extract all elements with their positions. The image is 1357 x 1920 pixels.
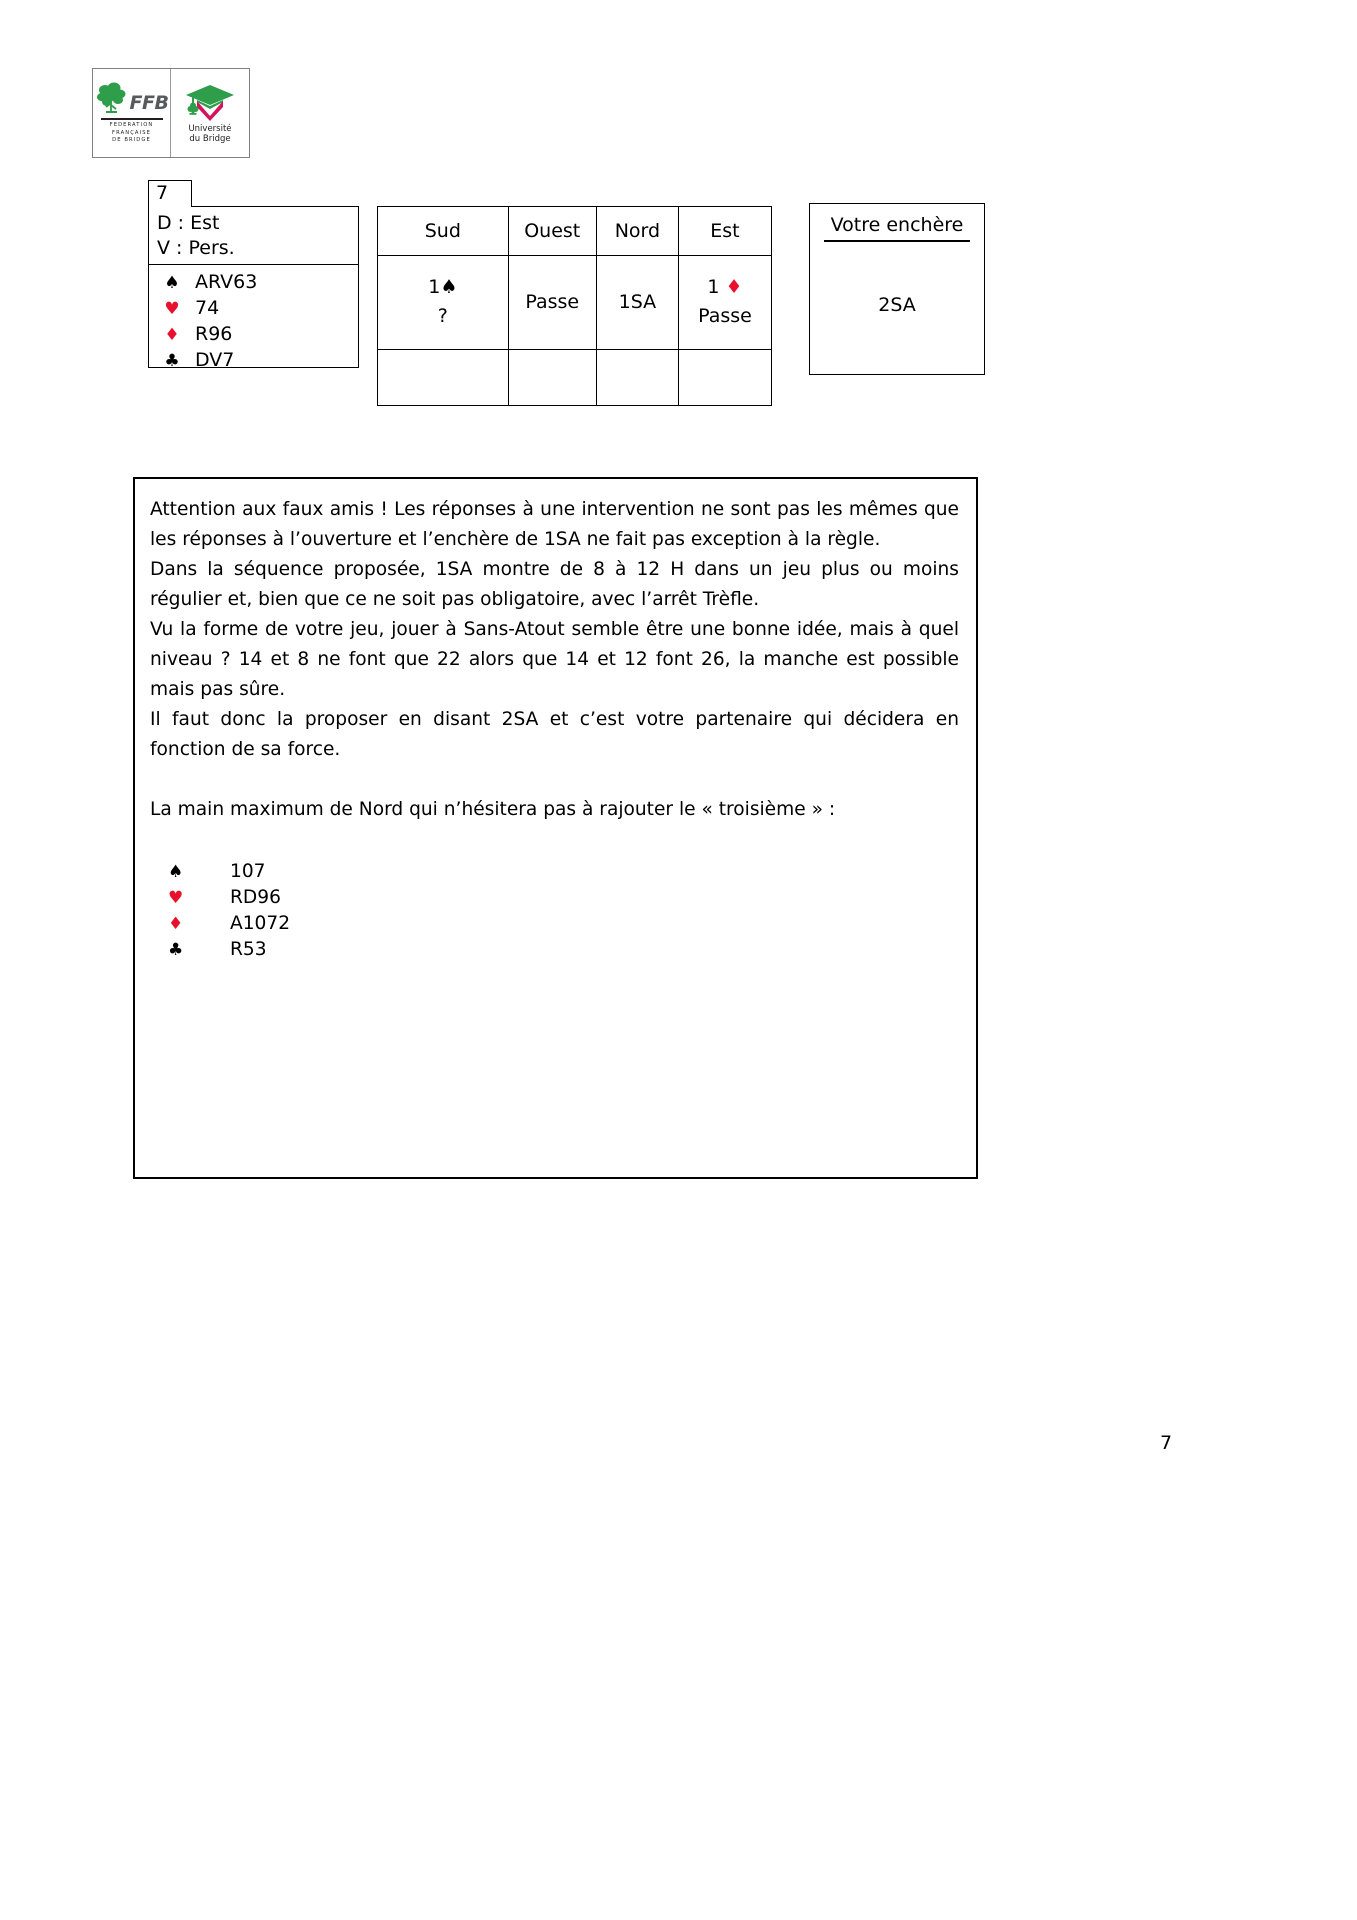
hand-row bbox=[149, 295, 358, 321]
bid-cell-ouest: Passe bbox=[508, 256, 596, 349]
spade-icon: ♠ bbox=[164, 273, 180, 293]
deal-header bbox=[149, 207, 358, 265]
ffb-subtitle-line3: DE BRIDGE bbox=[112, 137, 151, 144]
diamond-cards: R96 bbox=[195, 323, 233, 345]
explanation-paragraph-1: Attention aux faux amis ! Les réponses à une intervention ne sont pas les mêmes que les réponses à l’ouverture et l’enchère de 1SA ne fait pas exception à la règle. bbox=[150, 499, 959, 550]
hand-spacer bbox=[150, 825, 959, 855]
bid-cell-est bbox=[678, 256, 771, 349]
club-cards: DV7 bbox=[195, 349, 235, 371]
explanation-paragraph-4: Il faut donc la proposer en disant 2SA et c’est votre partenaire qui décidera en fonction de sa force. bbox=[150, 709, 959, 760]
page-number: 7 bbox=[1160, 1432, 1173, 1454]
spade-icon: ♠ bbox=[168, 862, 184, 882]
ffb-logo-top bbox=[95, 81, 169, 115]
bidding-header-est: Est bbox=[678, 207, 771, 256]
your-bid-title: Votre enchère bbox=[824, 212, 970, 242]
hand-row bbox=[150, 937, 959, 963]
hand-row bbox=[150, 911, 959, 937]
bid-cell-empty-sud bbox=[378, 349, 509, 405]
north-hand bbox=[150, 859, 959, 963]
graduation-cap-icon bbox=[183, 82, 237, 122]
bidding-row bbox=[378, 256, 772, 349]
bidding-header-sud: Sud bbox=[378, 207, 509, 256]
bid-est-first: 1 ♦ bbox=[707, 276, 743, 299]
hand-row bbox=[149, 321, 358, 347]
ffb-abbreviation: FFB bbox=[129, 92, 169, 115]
dealer-label: D : Est bbox=[157, 212, 220, 234]
universite-du-bridge-logo bbox=[171, 69, 249, 157]
universite-label-line1: Université bbox=[188, 123, 232, 134]
diamond-icon: ♦ bbox=[168, 914, 184, 934]
heart-icon: ♥ bbox=[164, 299, 180, 319]
deal-box bbox=[148, 206, 359, 371]
heart-cards: 74 bbox=[195, 297, 220, 319]
explanation-box bbox=[133, 477, 978, 1179]
bid-cell-nord: 1SA bbox=[596, 256, 678, 349]
hand-row bbox=[149, 269, 358, 295]
your-bid-value: 2SA bbox=[878, 294, 916, 316]
north-club-cards: R53 bbox=[230, 939, 267, 960]
ffb-logo bbox=[93, 69, 171, 157]
hand-row bbox=[150, 859, 959, 885]
club-icon: ♣ bbox=[168, 940, 184, 960]
your-bid-box bbox=[809, 203, 985, 375]
bid-cell-sud bbox=[378, 256, 509, 349]
bidding-header-row bbox=[378, 207, 772, 256]
hand-row bbox=[149, 347, 358, 373]
deal-number-tab: 7 bbox=[148, 180, 192, 207]
south-hand bbox=[149, 265, 358, 373]
federation-logo-block bbox=[92, 68, 250, 158]
bidding-empty-row bbox=[378, 349, 772, 405]
spade-cards: ARV63 bbox=[195, 271, 258, 293]
explanation-paragraph-3: Vu la forme de votre jeu, jouer à Sans-Atout semble être une bonne idée, mais à quel niveau ? 14 et 8 ne font que 22 alors que 14 et 12 font 26, la manche est possible mais pas sûre. bbox=[150, 619, 959, 700]
bid-sud-first: 1♠ bbox=[428, 276, 458, 299]
heart-icon: ♥ bbox=[168, 888, 184, 908]
universite-label-line2: du Bridge bbox=[189, 134, 231, 144]
bid-cell-empty-nord bbox=[596, 349, 678, 405]
paragraph-spacer bbox=[150, 765, 959, 795]
ffb-tree-icon bbox=[95, 81, 129, 115]
bid-est-second: Passe bbox=[698, 305, 752, 328]
bid-cell-empty-est bbox=[678, 349, 771, 405]
north-diamond-cards: A1072 bbox=[230, 913, 291, 934]
bidding-header-nord: Nord bbox=[596, 207, 678, 256]
north-heart-cards: RD96 bbox=[230, 887, 281, 908]
ffb-subtitle-line1: FEDERATION bbox=[109, 122, 154, 129]
ffb-subtitle-line2: FRANÇAISE bbox=[112, 129, 151, 136]
hand-row bbox=[150, 885, 959, 911]
bid-cell-empty-ouest bbox=[508, 349, 596, 405]
vulnerability-label: V : Pers. bbox=[157, 237, 235, 259]
explanation-paragraph-5: La main maximum de Nord qui n’hésitera pas à rajouter le « troisième » : bbox=[150, 799, 836, 820]
bid-sud-question: ? bbox=[437, 305, 448, 328]
bidding-header-ouest: Ouest bbox=[508, 207, 596, 256]
north-spade-cards: 107 bbox=[230, 861, 266, 882]
explanation-paragraph-2: Dans la séquence proposée, 1SA montre de 8 à 12 H dans un jeu plus ou moins régulier et, bien que ce ne soit pas obligatoire, avec l’arrêt Trèfle. bbox=[150, 559, 959, 610]
club-icon: ♣ bbox=[164, 351, 180, 371]
bidding-table bbox=[377, 206, 772, 406]
ffb-divider-rule bbox=[101, 118, 163, 120]
diamond-icon: ♦ bbox=[164, 325, 180, 345]
